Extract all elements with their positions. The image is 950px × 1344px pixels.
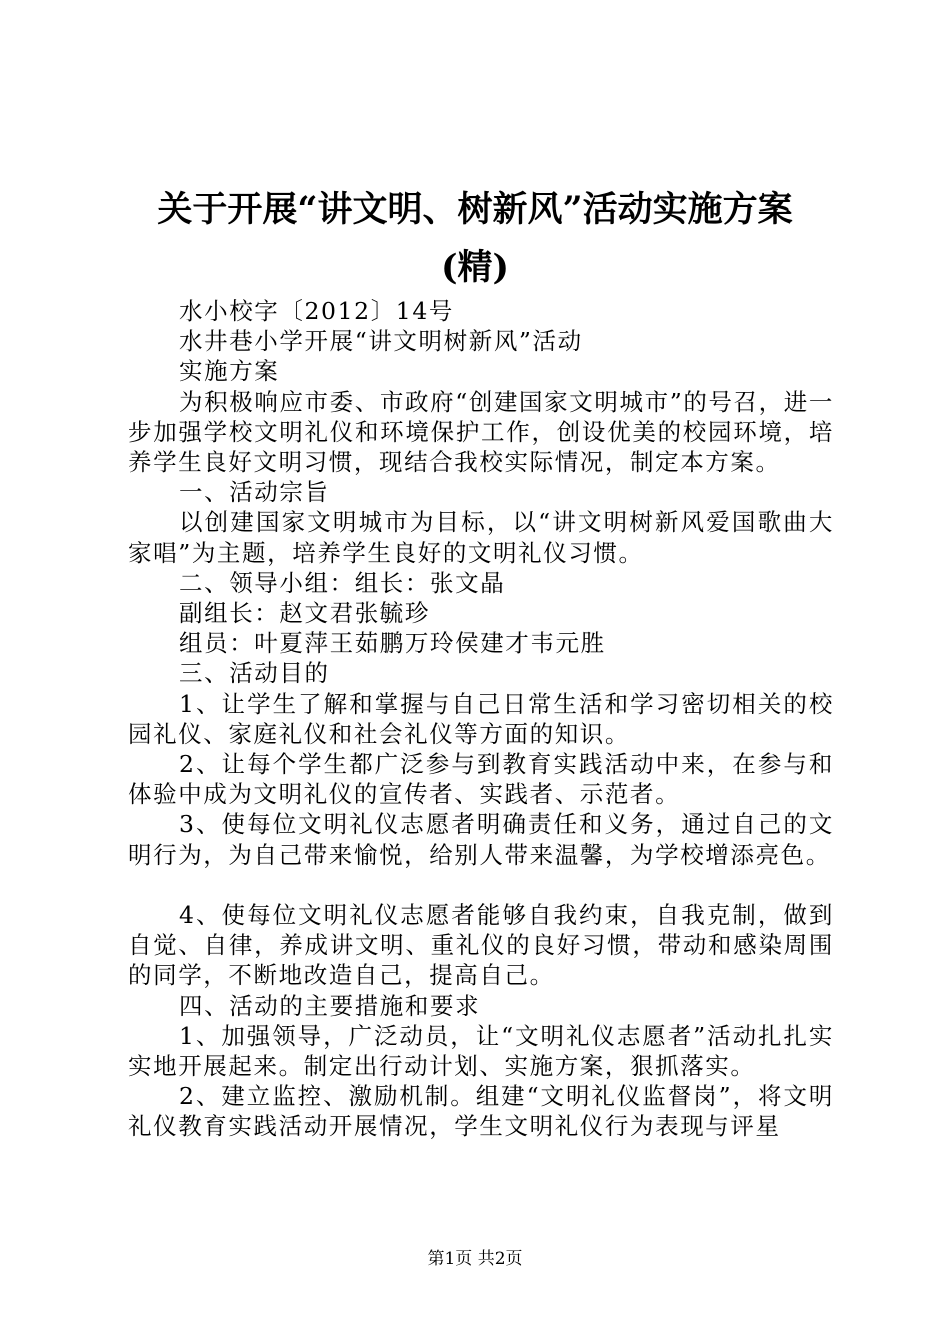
section-heading: 一、活动宗旨 bbox=[179, 478, 330, 507]
body-paragraph: 为积极响应市委、市政府“创建国家文明城市”的号召，进一步加强学校文明礼仪和环境保护工作，创设优美的校园环境，培养学生良好文明习惯，现结合我校实际情况，制定本方案。 bbox=[128, 387, 834, 477]
document-title-line-2: (精) bbox=[440, 247, 510, 288]
page-footer: 第1页 共2页 bbox=[427, 1249, 523, 1269]
doc-number: 水小校字〔2012〕14号 bbox=[179, 297, 455, 325]
document-title-line-1: 关于开展“讲文明、树新风”活动实施方案 bbox=[157, 189, 793, 230]
section-heading: 三、活动目的 bbox=[179, 659, 330, 688]
section-heading: 二、领导小组：组长：张文晶 bbox=[179, 568, 506, 597]
doc-subtitle: 水井巷小学开展“讲文明树新风”活动 bbox=[179, 327, 583, 356]
list-item: 2、让每个学生都广泛参与到教育实践活动中来，在参与和体验中成为文明礼仪的宣传者、实践者、示范者。 bbox=[128, 750, 834, 809]
body-paragraph: 组员：叶夏萍王茹鹏万玲侯建才韦元胜 bbox=[179, 629, 606, 658]
section-heading: 四、活动的主要措施和要求 bbox=[179, 991, 481, 1020]
body-paragraph: 副组长：赵文君张毓珍 bbox=[179, 599, 430, 628]
document-body bbox=[128, 296, 834, 1142]
list-item: 4、使每位文明礼仪志愿者能够自我约束，自我克制，做到自觉、自律，养成讲文明、重礼仪的良好习惯，带动和感染周围的同学，不断地改造自己，提高自己。 bbox=[128, 901, 834, 990]
blank-line bbox=[128, 870, 834, 900]
doc-subtitle-cont: 实施方案 bbox=[179, 357, 280, 386]
list-item: 1、让学生了解和掌握与自己日常生活和学习密切相关的校园礼仪、家庭礼仪和社会礼仪等方面的知识。 bbox=[128, 689, 834, 748]
list-item: 3、使每位文明礼仪志愿者明确责任和义务，通过自己的文明行为，为自己带来愉悦，给别人带来温馨，为学校增添亮色。 bbox=[128, 810, 834, 869]
body-paragraph: 以创建国家文明城市为目标，以“讲文明树新风爱国歌曲大家唱”为主题，培养学生良好的文明礼仪习惯。 bbox=[128, 508, 834, 567]
list-item: 2、建立监控、激励机制。组建“文明礼仪监督岗”，将文明礼仪教育实践活动开展情况，学生文明礼仪行为表现与评星 bbox=[128, 1082, 834, 1141]
list-item: 1、加强领导，广泛动员，让“文明礼仪志愿者”活动扎扎实实地开展起来。制定出行动计划、实施方案，狠抓落实。 bbox=[128, 1021, 834, 1081]
